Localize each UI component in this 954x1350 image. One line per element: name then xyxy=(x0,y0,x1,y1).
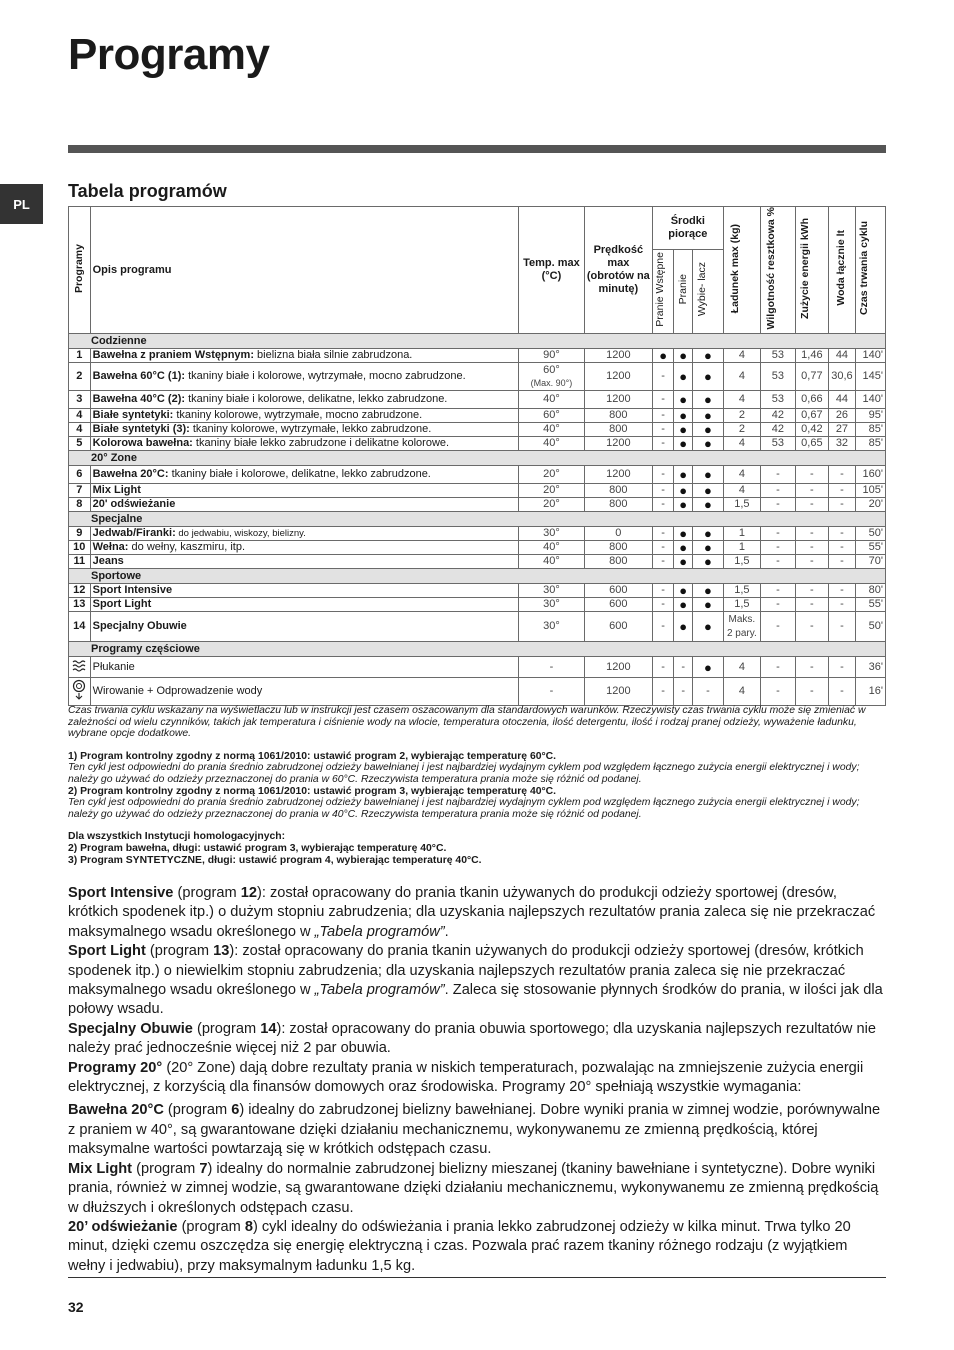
program-number: 13 xyxy=(69,598,91,612)
speed-cell: 600 xyxy=(584,612,652,642)
header-wilgotnosc: Wilgotność resztkowa % xyxy=(760,207,795,334)
program-number: 11 xyxy=(69,555,91,569)
program-description: Jedwab/Firanki: do jedwabiu, wiskozy, bielizny. xyxy=(90,527,518,541)
load-cell: 4 xyxy=(723,466,760,484)
header-pranie: Pranie xyxy=(674,249,693,334)
paragraph-programy-20: Programy 20° (20° Zone) dają dobre rezultaty prania w niskich temperaturach, pozwalając na zmniejszenie zużycia energii elektrycznej, z korzyścią dla finansów domowych oraz środowiska. Programy 20° spełniają wszystkie wymagania: xyxy=(68,1059,864,1096)
energy-cell: - xyxy=(795,584,828,598)
description-text xyxy=(68,884,886,1276)
table-row xyxy=(69,612,886,642)
duration-cell: 85' xyxy=(856,423,886,437)
program-number: 10 xyxy=(69,541,91,555)
table-row xyxy=(69,423,886,437)
water-cell: - xyxy=(828,584,855,598)
moisture-cell: 53 xyxy=(760,349,795,363)
load-cell: 4 xyxy=(723,484,760,498)
program-number: 12 xyxy=(69,584,91,598)
header-wybielacz: Wybie- lacz xyxy=(692,249,723,334)
header-programy: Programy xyxy=(69,207,91,334)
header-opis: Opis programu xyxy=(90,207,518,334)
load-cell: 4 xyxy=(723,349,760,363)
water-cell: - xyxy=(828,612,855,642)
load-cell: 1 xyxy=(723,527,760,541)
load-cell: 4 xyxy=(723,657,760,678)
water-cell: - xyxy=(828,484,855,498)
duration-cell: 85' xyxy=(856,437,886,451)
prewash-cell: - xyxy=(652,657,674,678)
water-cell: - xyxy=(828,498,855,512)
water-cell: 44 xyxy=(828,391,855,409)
bleach-cell: ● xyxy=(692,363,723,391)
temp-cell: - xyxy=(518,657,584,678)
energy-cell: - xyxy=(795,527,828,541)
table-row xyxy=(69,598,886,612)
prewash-cell: - xyxy=(652,363,674,391)
speed-cell: 800 xyxy=(584,498,652,512)
program-number: 7 xyxy=(69,484,91,498)
program-description: Bawełna 60°C (1): tkaniny białe i kolorowe, wytrzymałe, mocno zabrudzone. xyxy=(90,363,518,391)
prewash-cell: - xyxy=(652,527,674,541)
duration-cell: 50' xyxy=(856,527,886,541)
bleach-cell: ● xyxy=(692,598,723,612)
energy-cell: 0,65 xyxy=(795,437,828,451)
section-row xyxy=(69,569,886,584)
table-row xyxy=(69,555,886,569)
temp-cell: 40° xyxy=(518,391,584,409)
speed-cell: 800 xyxy=(584,484,652,498)
duration-cell: 70' xyxy=(856,555,886,569)
program-description: Białe syntetyki: tkaniny kolorowe, wytrzymałe, mocno zabrudzone. xyxy=(90,409,518,423)
rinse-icon xyxy=(69,657,91,678)
prewash-cell: - xyxy=(652,678,674,706)
prewash-cell: ● xyxy=(652,349,674,363)
wash-cell: ● xyxy=(674,391,693,409)
wash-cell: ● xyxy=(674,498,693,512)
bleach-cell: ● xyxy=(692,498,723,512)
bleach-cell: ● xyxy=(692,527,723,541)
water-cell: - xyxy=(828,678,855,706)
program-table xyxy=(68,206,886,706)
note-inst-title: Dla wszystkich Instytucji homologacyjnych: xyxy=(68,831,286,843)
wash-cell: ● xyxy=(674,484,693,498)
table-row xyxy=(69,363,886,391)
duration-cell: 20' xyxy=(856,498,886,512)
wash-cell: - xyxy=(674,657,693,678)
program-number: 4 xyxy=(69,423,91,437)
table-row xyxy=(69,391,886,409)
energy-cell: - xyxy=(795,484,828,498)
speed-cell: 1200 xyxy=(584,466,652,484)
section-row xyxy=(69,512,886,527)
section-label: 20° Zone xyxy=(69,451,886,466)
section-label: Programy częściowe xyxy=(69,642,886,657)
program-description: Mix Light xyxy=(90,484,518,498)
program-description: 20' odświeżanie xyxy=(90,498,518,512)
program-description: Białe syntetyki (3): tkaniny kolorowe, wytrzymałe, lekko zabrudzone. xyxy=(90,423,518,437)
temp-cell: 30° xyxy=(518,584,584,598)
temp-cell: 30° xyxy=(518,598,584,612)
load-cell: 1,5 xyxy=(723,555,760,569)
water-cell: - xyxy=(828,657,855,678)
moisture-cell: - xyxy=(760,598,795,612)
wash-cell: ● xyxy=(674,363,693,391)
section-label: Specjalne xyxy=(69,512,886,527)
note-1-text: Ten cykl jest odpowiedni do prania średnio zabrudzonej odzieży bawełnianej i jest najbardziej wydajnym cyklem pod względem łącznego zużycia energii elektrycznej i wody; należy go używać do odzieży przeznaczonej do prania w 60°C. Rzeczywista temperatura prania może się różnić od podanej. xyxy=(68,762,860,785)
paragraph-odswiezanie: 20’ odświeżanie (program 8) cykl idealny do odświeżania i prania lekko zabrudzonej odzieży w kilka minut. Trwa tylko 20 minut, dzięki czemu oszczędza się energię elektryczną i czas. Pozwala prać razem tkaniny różnego rodzaju (z wyjątkiem wełny i jedwabiu), przy maksymalnym ładunku 1,5 kg. xyxy=(68,1218,851,1274)
program-description: Wełna: do wełny, kaszmiru, itp. xyxy=(90,541,518,555)
table-row xyxy=(69,498,886,512)
page-number: 32 xyxy=(68,1299,84,1315)
speed-cell: 1200 xyxy=(584,363,652,391)
bleach-cell: ● xyxy=(692,555,723,569)
load-cell: 1,5 xyxy=(723,498,760,512)
speed-cell: 800 xyxy=(584,555,652,569)
paragraph-sport-intensive: Sport Intensive (program 12): został opracowany do prania tkanin używanych do produkcji odzieży sportowej (dresów, krótkich spodenek itp.) o dużym stopniu zabrudzenia; dla uzyskania najlepszych rezultatów prania zaleca się nie przekraczać maksymalnego wsadu określonego w „Tabela programów”. xyxy=(68,885,876,940)
program-number: 6 xyxy=(69,466,91,484)
paragraph-mix-light: Mix Light (program 7) idealny do normalnie zabrudzonej bielizny mieszanej (tkaniny bawełniane i syntetyczne). Dobre wyniki prania, również w zimnej wodzie, są gwarantowane dzięki działaniu mechanicznemu, wykonywanemu ze zmienną prędkością w dłuższych i określonych odstępach czasu. xyxy=(68,1160,879,1216)
note-2-text: Ten cykl jest odpowiedni do prania średnio zabrudzonej odzieży bawełnianej i jest najbardziej wydajnym cyklem pod względem łącznego zużycia energii elektrycznej i wody; należy go używać do odzieży przeznaczonej do prania w 40°C. Rzeczywista temperatura prania może się różnić od podanej. xyxy=(68,797,860,820)
moisture-cell: - xyxy=(760,555,795,569)
program-number: 14 xyxy=(69,612,91,642)
prewash-cell: - xyxy=(652,423,674,437)
temp-cell: 20° xyxy=(518,484,584,498)
header-woda: Woda łącznie lt xyxy=(828,207,855,334)
moisture-cell: - xyxy=(760,527,795,541)
wash-cell: - xyxy=(674,678,693,706)
moisture-cell: 42 xyxy=(760,409,795,423)
prewash-cell: - xyxy=(652,437,674,451)
program-description: Bawełna 40°C (2): tkaniny białe i kolorowe, delikatne, lekko zabrudzone. xyxy=(90,391,518,409)
water-cell: - xyxy=(828,466,855,484)
load-cell: 1,5 xyxy=(723,598,760,612)
temp-cell: 40° xyxy=(518,555,584,569)
speed-cell: 800 xyxy=(584,423,652,437)
note-intro: Czas trwania cyklu wskazany na wyświetlaczu lub w instrukcji jest czasem oszacowanym dla standardowych warunków. Rzeczywisty czas trwania cyklu może się zmieniać w zależności od wielu czynników, takich jak temperatura i ciśnienie wody na wlocie, temperatura otoczenia, ilość detergentu, ilość i rodzaj pranej odzieży, wyważenie ładunku, wybrane opcje dodatkowe. xyxy=(68,705,866,740)
wash-cell: ● xyxy=(674,555,693,569)
water-cell: - xyxy=(828,555,855,569)
program-number: 1 xyxy=(69,349,91,363)
prewash-cell: - xyxy=(652,409,674,423)
energy-cell: - xyxy=(795,657,828,678)
wash-cell: ● xyxy=(674,527,693,541)
table-row xyxy=(69,466,886,484)
water-cell: 44 xyxy=(828,349,855,363)
table-row xyxy=(69,584,886,598)
duration-cell: 105' xyxy=(856,484,886,498)
duration-cell: 50' xyxy=(856,612,886,642)
temp-cell: 60° (Max. 90°) xyxy=(518,363,584,391)
load-cell: 2 xyxy=(723,423,760,437)
table-row xyxy=(69,409,886,423)
program-description: Specjalny Obuwie xyxy=(90,612,518,642)
energy-cell: 0,42 xyxy=(795,423,828,437)
header-rule xyxy=(68,145,886,153)
load-cell: 1,5 xyxy=(723,584,760,598)
prewash-cell: - xyxy=(652,584,674,598)
program-number: 3 xyxy=(69,391,91,409)
water-cell: 30,6 xyxy=(828,363,855,391)
wash-cell: ● xyxy=(674,466,693,484)
note-2-title: 2) Program kontrolny zgodny z normą 1061/2010: ustawić program 3, wybierając temperaturę 40°C. xyxy=(68,785,557,797)
table-row xyxy=(69,541,886,555)
speed-cell: 800 xyxy=(584,409,652,423)
program-number: 4 xyxy=(69,409,91,423)
temp-cell: 40° xyxy=(518,423,584,437)
duration-cell: 145' xyxy=(856,363,886,391)
water-cell: 32 xyxy=(828,437,855,451)
temp-cell: 60° xyxy=(518,409,584,423)
moisture-cell: 42 xyxy=(760,423,795,437)
load-cell: 2 xyxy=(723,409,760,423)
duration-cell: 36' xyxy=(856,657,886,678)
bleach-cell: ● xyxy=(692,349,723,363)
energy-cell: - xyxy=(795,498,828,512)
program-description: Bawełna z praniem Wstępnym: bielizna biała silnie zabrudzona. xyxy=(90,349,518,363)
duration-cell: 160' xyxy=(856,466,886,484)
bleach-cell: ● xyxy=(692,584,723,598)
energy-cell: 1,46 xyxy=(795,349,828,363)
spin-icon xyxy=(69,678,91,706)
energy-cell: 0,67 xyxy=(795,409,828,423)
duration-cell: 140' xyxy=(856,349,886,363)
energy-cell: - xyxy=(795,598,828,612)
section-label: Sportowe xyxy=(69,569,886,584)
prewash-cell: - xyxy=(652,391,674,409)
load-cell: 4 xyxy=(723,363,760,391)
bleach-cell: ● xyxy=(692,423,723,437)
program-number: 8 xyxy=(69,498,91,512)
wash-cell: ● xyxy=(674,598,693,612)
program-description: Sport Intensive xyxy=(90,584,518,598)
header-predkosc: Prędkość max (obrotów na minutę) xyxy=(584,207,652,334)
program-description: Bawełna 20°C: tkaniny białe i kolorowe, delikatne, lekko zabrudzone. xyxy=(90,466,518,484)
paragraph-bawelna-20: Bawełna 20°C (program 6) idealny do zabrudzonej bielizny bawełnianej. Dobre wyniki prania w zimnej wodzie, porównywalne z praniem w 40°, są gwarantowane dzięki działaniu mechanicznemu, wykonywanemu ze zmienną prędkością, której maksymalne wartości powtarzają się w krótkich odstępach czasu. xyxy=(68,1102,881,1158)
speed-cell: 1200 xyxy=(584,349,652,363)
wash-cell: ● xyxy=(674,409,693,423)
water-cell: - xyxy=(828,527,855,541)
wash-cell: ● xyxy=(674,437,693,451)
table-row xyxy=(69,349,886,363)
moisture-cell: - xyxy=(760,657,795,678)
temp-cell: 90° xyxy=(518,349,584,363)
duration-cell: 140' xyxy=(856,391,886,409)
language-tab: PL xyxy=(0,184,43,224)
water-cell: 27 xyxy=(828,423,855,437)
program-description: Sport Light xyxy=(90,598,518,612)
prewash-cell: - xyxy=(652,541,674,555)
prewash-cell: - xyxy=(652,498,674,512)
speed-cell: 600 xyxy=(584,584,652,598)
speed-cell: 1200 xyxy=(584,391,652,409)
section-label: Codzienne xyxy=(69,334,886,349)
water-cell: - xyxy=(828,541,855,555)
water-cell: - xyxy=(828,598,855,612)
temp-cell: 20° xyxy=(518,498,584,512)
duration-cell: 55' xyxy=(856,541,886,555)
temp-cell: 30° xyxy=(518,527,584,541)
load-cell: Maks. 2 pary. xyxy=(723,612,760,642)
program-description: Kolorowa bawełna: tkaniny białe lekko zabrudzone i delikatne kolorowe. xyxy=(90,437,518,451)
table-row xyxy=(69,437,886,451)
temp-cell: 20° xyxy=(518,466,584,484)
moisture-cell: - xyxy=(760,678,795,706)
table-row xyxy=(69,678,886,706)
energy-cell: 0,66 xyxy=(795,391,828,409)
section-row xyxy=(69,642,886,657)
paragraph-specjalny-obuwie: Specjalny Obuwie (program 14): został opracowany do prania obuwia sportowego; dla uzyskania najlepszych rezultatów nie należy prać jednocześnie więcej niż 2 par obuwia. xyxy=(68,1020,876,1057)
speed-cell: 800 xyxy=(584,541,652,555)
paragraph-sport-light: Sport Light (program 13): został opracowany do prania tkanin używanych do produkcji odzieży sportowej (dresów, krótkich spodenek itp.) o niewielkim stopniu zabrudzenia; dla uzyskania najlepszych rezultatów prania zaleca się nie przekraczać maksymalnego wsadu określonego w „Tabela programów”. Zaleca się stosowanie płynnych środków do prania, w ilości jak dla połowy wsadu. xyxy=(68,943,883,1018)
moisture-cell: - xyxy=(760,584,795,598)
table-row xyxy=(69,484,886,498)
moisture-cell: - xyxy=(760,484,795,498)
moisture-cell: - xyxy=(760,612,795,642)
bleach-cell: ● xyxy=(692,409,723,423)
prewash-cell: - xyxy=(652,612,674,642)
energy-cell: - xyxy=(795,678,828,706)
section-row xyxy=(69,334,886,349)
load-cell: 4 xyxy=(723,391,760,409)
note-1-title: 1) Program kontrolny zgodny z normą 1061/2010: ustawić program 2, wybierając temperaturę 60°C. xyxy=(68,750,557,762)
wash-cell: ● xyxy=(674,423,693,437)
program-number: 2 xyxy=(69,363,91,391)
energy-cell: - xyxy=(795,555,828,569)
program-description: Płukanie xyxy=(90,657,518,678)
speed-cell: 1200 xyxy=(584,678,652,706)
program-number: 5 xyxy=(69,437,91,451)
bleach-cell: ● xyxy=(692,541,723,555)
program-description: Wirowanie + Odprowadzenie wody xyxy=(90,678,518,706)
section-title: Tabela programów xyxy=(68,181,227,201)
temp-cell: - xyxy=(518,678,584,706)
note-inst-2: 2) Program bawełna, długi: ustawić program 3, wybierając temperaturę 40°C. xyxy=(68,842,447,854)
duration-cell: 95' xyxy=(856,409,886,423)
speed-cell: 0 xyxy=(584,527,652,541)
page-title: Programy xyxy=(68,30,270,79)
header-temp: Temp. max (°C) xyxy=(518,207,584,334)
prewash-cell: - xyxy=(652,555,674,569)
energy-cell: - xyxy=(795,466,828,484)
duration-cell: 55' xyxy=(856,598,886,612)
temp-cell: 30° xyxy=(518,612,584,642)
temp-cell: 40° xyxy=(518,541,584,555)
wash-cell: ● xyxy=(674,349,693,363)
bleach-cell: ● xyxy=(692,466,723,484)
temp-cell: 40° xyxy=(518,437,584,451)
moisture-cell: - xyxy=(760,498,795,512)
table-row xyxy=(69,657,886,678)
duration-cell: 16' xyxy=(856,678,886,706)
program-description: Jeans xyxy=(90,555,518,569)
header-czas: Czas trwania cyklu xyxy=(856,207,886,334)
load-cell: 1 xyxy=(723,541,760,555)
table-row xyxy=(69,527,886,541)
bleach-cell: - xyxy=(692,678,723,706)
bleach-cell: ● xyxy=(692,437,723,451)
footer-rule xyxy=(68,1277,886,1278)
load-cell: 4 xyxy=(723,678,760,706)
moisture-cell: 53 xyxy=(760,437,795,451)
moisture-cell: - xyxy=(760,541,795,555)
header-wstepne: Pranie Wstępne xyxy=(652,249,674,334)
moisture-cell: 53 xyxy=(760,363,795,391)
energy-cell: - xyxy=(795,541,828,555)
note-inst-3: 3) Program SYNTETYCZNE, długi: ustawić program 4, wybierając temperaturę 40°C. xyxy=(68,854,482,866)
energy-cell: - xyxy=(795,612,828,642)
wash-cell: ● xyxy=(674,612,693,642)
bleach-cell: ● xyxy=(692,484,723,498)
header-srodki: Środki piorące xyxy=(652,207,723,250)
speed-cell: 1200 xyxy=(584,657,652,678)
moisture-cell: - xyxy=(760,466,795,484)
prewash-cell: - xyxy=(652,598,674,612)
program-table-body xyxy=(69,334,886,706)
duration-cell: 80' xyxy=(856,584,886,598)
water-cell: 26 xyxy=(828,409,855,423)
section-row xyxy=(69,451,886,466)
program-number: 9 xyxy=(69,527,91,541)
table-notes xyxy=(68,705,886,866)
moisture-cell: 53 xyxy=(760,391,795,409)
load-cell: 4 xyxy=(723,437,760,451)
wash-cell: ● xyxy=(674,584,693,598)
header-ladunek: Ładunek max (kg) xyxy=(723,207,760,334)
bleach-cell: ● xyxy=(692,391,723,409)
bleach-cell: ● xyxy=(692,657,723,678)
speed-cell: 1200 xyxy=(584,437,652,451)
energy-cell: 0,77 xyxy=(795,363,828,391)
prewash-cell: - xyxy=(652,466,674,484)
prewash-cell: - xyxy=(652,484,674,498)
bleach-cell: ● xyxy=(692,612,723,642)
wash-cell: ● xyxy=(674,541,693,555)
header-energia: Zużycie energii kWh xyxy=(795,207,828,334)
speed-cell: 600 xyxy=(584,598,652,612)
